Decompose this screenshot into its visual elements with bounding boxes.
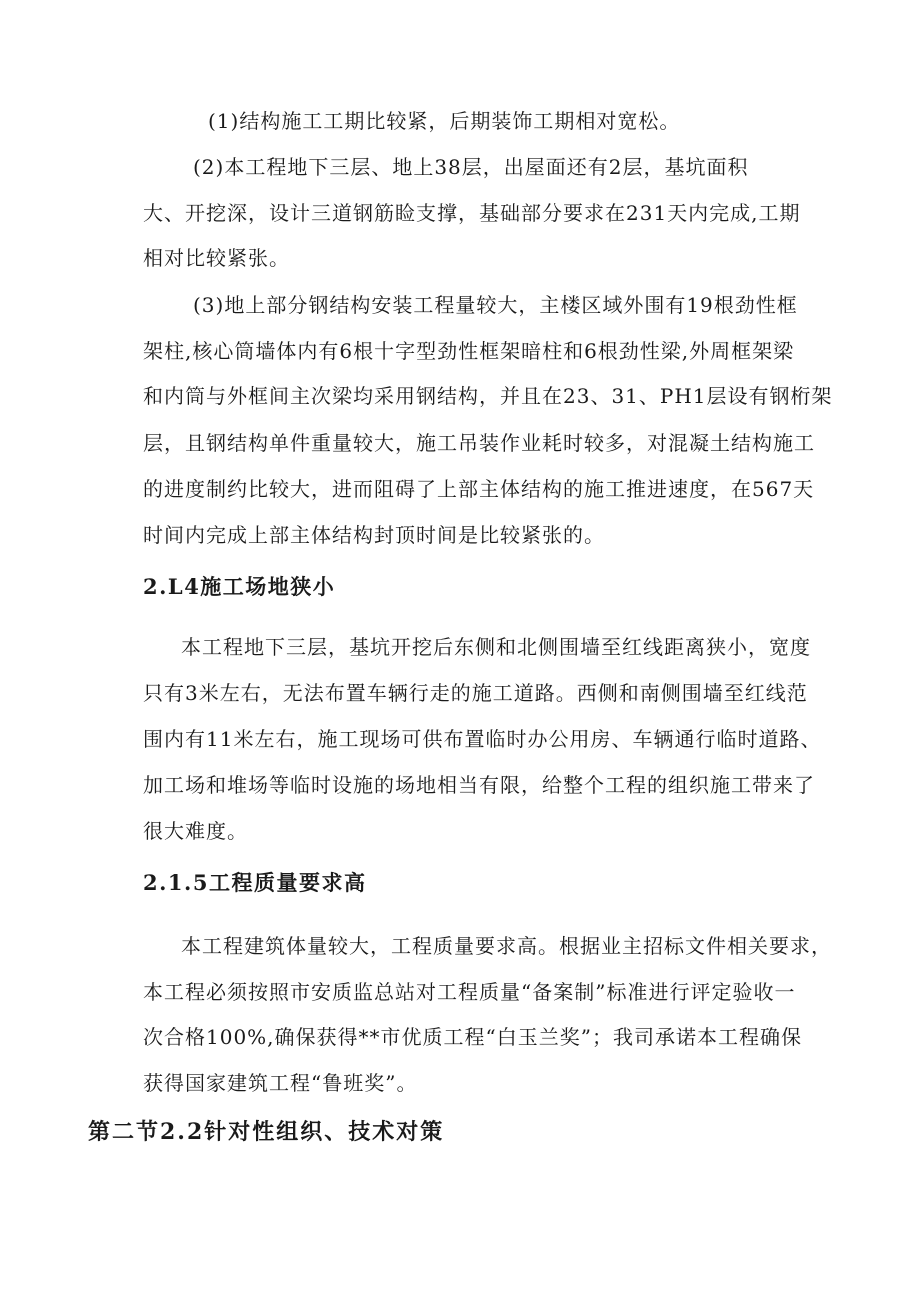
paragraph-line: 围内有11米左右，施工现场可供布置临时办公用房、车辆通行临时道路、 [143, 727, 822, 751]
paragraph-line: 本工程建筑体量较大，工程质量要求高。根据业主招标文件相关要求， [181, 934, 832, 958]
section-heading: 2.L4施工场地狭小 [143, 574, 336, 599]
paragraph-line: 获得国家建筑工程“鲁班奖”。 [143, 1071, 418, 1095]
paragraph-line: 本工程必须按照市安质监总站对工程质量“备案制”标准进行评定验收一 [143, 980, 796, 1004]
paragraph-line: 层，且钢结构单件重量较大，施工吊装作业耗时较多，对混凝土结构施工 [143, 431, 815, 455]
paragraph-line: 次合格100%,确保获得**市优质工程“白玉兰奖”；我司承诺本工程确保 [143, 1025, 802, 1049]
paragraph-line: 大、开挖深，设计三道钢筋睑支撑，基础部分要求在231天内完成,工期 [143, 201, 801, 225]
paragraph-line: 时间内完成上部主体结构封顶时间是比较紧张的。 [143, 523, 605, 547]
paragraph-line: 和内筒与外框间主次梁均采用钢结构，并且在23、31、PH1层设有钢桁架 [143, 384, 833, 408]
paragraph-line: (3)地上部分钢结构安装工程量较大，主楼区域外围有19根劲性框 [193, 293, 798, 317]
paragraph-line: (2)本工程地下三层、地上38层，出屋面还有2层，基坑面积 [193, 155, 749, 179]
paragraph-line: 加工场和堆场等临时设施的场地相当有限，给整个工程的组织施工带来了 [143, 773, 815, 797]
paragraph-line: 的进度制约比较大，进而阻碍了上部主体结构的施工推进速度，在567天 [143, 477, 815, 501]
paragraph-line: 本工程地下三层，基坑开挖后东侧和北侧围墙至红线距离狭小，宽度 [181, 635, 811, 659]
paragraph-line: 很大难度。 [143, 819, 248, 843]
paragraph-line: 只有3米左右，无法布置车辆行走的施工道路。西侧和南侧围墙至红线范 [143, 681, 808, 705]
paragraph-line: 架柱,核心筒墙体内有6根十字型劲性框架暗柱和6根劲性梁,外周框架梁 [143, 339, 795, 363]
section-title: 第二节2.2针对性组织、技术对策 [88, 1119, 445, 1145]
paragraph-line: 相对比较紧张。 [143, 246, 290, 270]
section-heading: 2.1.5工程质量要求高 [143, 870, 367, 895]
paragraph-line: (1)结构施工工期比较紧，后期装饰工期相对宽松。 [208, 109, 681, 133]
